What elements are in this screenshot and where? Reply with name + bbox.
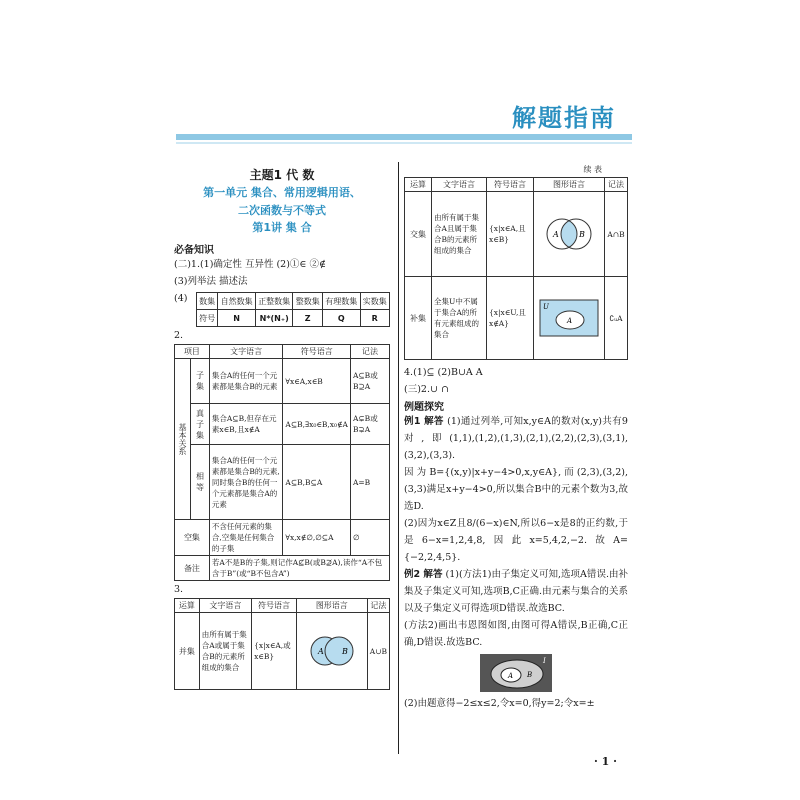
- item-3-num: 3.: [174, 584, 184, 595]
- right-column: [404, 164, 628, 712]
- table-cell: A⊆B或B⊇A: [350, 359, 389, 404]
- table-cell: Z: [293, 310, 322, 327]
- page-number: · 1 ·: [594, 755, 617, 768]
- relation-table: [174, 344, 390, 581]
- table-header: 记法: [367, 599, 389, 613]
- table-cell: 由所有属于集合A或属于集合B的元素所组成的集合: [199, 613, 251, 690]
- table-cell: {x|x∈U,且x∉A}: [487, 277, 534, 360]
- venn-label-a: A: [317, 647, 324, 656]
- row-name: 子集: [191, 359, 210, 404]
- table-header: 文字语言: [432, 178, 487, 192]
- table-cell: 有理数集: [322, 293, 360, 310]
- header-bar: [176, 134, 632, 140]
- table-header: 运算: [175, 599, 200, 613]
- venn-label-a: A: [567, 317, 573, 325]
- row-name: 并集: [175, 613, 200, 690]
- table-cell: 由所有属于集合A且属于集合B的元素所组成的集合: [432, 192, 487, 277]
- table-cell: 符号: [197, 310, 218, 327]
- table-cell: A∩B: [605, 192, 628, 277]
- union-table: [174, 598, 390, 690]
- page-title: 解题指南: [512, 104, 616, 132]
- table-cell: 不含任何元素的集合,空集是任何集合的子集: [209, 520, 283, 556]
- item-4: [174, 290, 390, 327]
- table-cell: ∀x,x∉∅,∅⊆A: [283, 520, 351, 556]
- table-cell: 数集: [197, 293, 218, 310]
- table-cell: ∁ᵤA: [605, 277, 628, 360]
- table-cell: A=B: [350, 445, 389, 520]
- table-header: 图形语言: [534, 178, 605, 192]
- table-header: 运算: [405, 178, 432, 192]
- row-name: 备注: [175, 556, 210, 581]
- unit-heading-2: 二次函数与不等式: [238, 204, 326, 217]
- header-bar-thin: [176, 142, 632, 144]
- table-cell: 自然数集: [218, 293, 256, 310]
- section-title: 必备知识: [174, 245, 214, 256]
- row-name: 相等: [191, 445, 210, 520]
- intersection-venn-diagram: [538, 213, 600, 255]
- table-cell: 若A不是B的子集,则记作A⊈B(或B⊉A),读作“A不包含于B”(或“B不包含A”): [209, 556, 389, 581]
- example-2-para-3: (2)由题意得−2≤x≤2,令x=0,得y=2;令x=±: [404, 698, 595, 709]
- intersection-venn-cell: [534, 192, 605, 277]
- table-cell: A⊆B,B⊆A: [283, 445, 351, 520]
- lecture-heading: 第1讲 集 合: [252, 221, 312, 234]
- example-2-label: 例2 解答: [404, 569, 443, 580]
- table-header: 文字语言: [209, 345, 283, 359]
- venn-label-a: A: [508, 672, 514, 680]
- table-header: 图形语言: [296, 599, 367, 613]
- venn-label-a: A: [553, 230, 559, 239]
- example-2-para-2: (方法2)画出韦恩图如图,由图可得A错误,B正确,C正确,D错误.故选BC.: [404, 620, 628, 648]
- item-2: (3)列举法 描述法: [174, 276, 248, 287]
- operation-table: [404, 177, 628, 360]
- row-name: 真子集: [191, 404, 210, 445]
- table-header: 符号语言: [252, 599, 297, 613]
- example-2: [404, 566, 628, 617]
- table-header: 符号语言: [283, 345, 351, 359]
- venn-label-b: B: [527, 671, 533, 679]
- union-venn-cell: [296, 613, 367, 690]
- table-cell: N*(N₊): [255, 310, 293, 327]
- venn-circle-b: [325, 637, 353, 665]
- table-cell: {x|x∈A,且x∈B}: [487, 192, 534, 277]
- example-venn-diagram: [479, 653, 553, 693]
- table-header: 记法: [350, 345, 389, 359]
- item-4-answer: 4.(1)⊆ (2)B∪A A: [404, 367, 483, 378]
- example-1-para-3: (2)因为x∈Z且8/(6−x)∈N,所以6−x是8的正约数,于是6−x=1,2,4,8,因此x=5,4,2,−2.故A={−2,2,4,5}.: [404, 518, 628, 563]
- table-cell: 实数集: [360, 293, 389, 310]
- item-5-answer: (三)2.∪ ∩: [404, 384, 449, 395]
- union-venn-diagram: [302, 631, 362, 671]
- table-cell: 全集U中不属于集合A的所有元素组成的集合: [432, 277, 487, 360]
- table-cell: 集合A⊆B,但存在元素x∈B,且x∉A: [209, 404, 283, 445]
- example-1-para-2: 因为B={(x,y)|x+y−4>0,x,y∈A},而(2,3),(3,2),(3,3)满足x+y−4>0,所以集合B中的元素个数为3,故选D.: [404, 467, 628, 512]
- table-cell: 正整数集: [255, 293, 293, 310]
- row-name: 空集: [175, 520, 210, 556]
- table-cell: R: [360, 310, 389, 327]
- table-cell: {x|x∈A,或x∈B}: [252, 613, 297, 690]
- complement-venn-cell: [534, 277, 605, 360]
- item-4-num: (4): [174, 293, 188, 304]
- topic-heading: 主题1 代 数: [249, 168, 315, 182]
- example-1: [404, 413, 628, 464]
- venn-label-b: B: [579, 230, 585, 239]
- item-2-num: 2.: [174, 330, 184, 341]
- table-cell: N: [218, 310, 256, 327]
- venn-label-u: U: [543, 303, 549, 311]
- number-set-table: [196, 292, 390, 327]
- table-cell: A⊊B或B⊋A: [350, 404, 389, 445]
- unit-heading-1: 第一单元 集合、常用逻辑用语、: [203, 186, 361, 199]
- group-label: 基本关系: [175, 359, 191, 520]
- row-name: 补集: [405, 277, 432, 360]
- table-cell: 整数集: [293, 293, 322, 310]
- table-header: 项目: [175, 345, 210, 359]
- table-cell: 集合A的任何一个元素都是集合B的元素: [209, 359, 283, 404]
- table-cell: A⊆B,∃x₀∈B,x₀∉A: [283, 404, 351, 445]
- venn-label-b: B: [341, 647, 348, 656]
- table-header: 符号语言: [487, 178, 534, 192]
- table-cell: Q: [322, 310, 360, 327]
- table-cell: ∀x∈A,x∈B: [283, 359, 351, 404]
- table-header: 文字语言: [199, 599, 251, 613]
- item-1: (二)1.(1)确定性 互异性 (2)①∈ ②∉: [174, 259, 327, 270]
- row-name: 交集: [405, 192, 432, 277]
- venn-label-i: I: [543, 657, 546, 665]
- explore-title: 例题探究: [404, 402, 444, 413]
- table-header: 记法: [605, 178, 628, 192]
- continued-label: 续 表: [583, 165, 602, 174]
- example-2-para-1: (1)(方法1)由子集定义可知,选项A错误.由补集及子集定义可知,选项B,C正确.由元素与集合的关系以及子集定义可得选项D错误.故选BC.: [404, 569, 628, 614]
- left-column: [174, 164, 390, 690]
- example-1-label: 例1 解答: [404, 416, 444, 427]
- table-cell: A∪B: [367, 613, 389, 690]
- column-divider: [398, 162, 399, 754]
- example-1-para-1: (1)通过列举,可知x,y∈A的数对(x,y)共有9对,即(1,1),(1,2),(1,3),(2,1),(2,2),(2,3),(3,1),(3,2),(3,3).: [404, 416, 628, 461]
- table-cell: 集合A的任何一个元素都是集合B的元素,同时集合B的任何一个元素都是集合A的元素: [209, 445, 283, 520]
- complement-venn-diagram: [538, 297, 600, 339]
- table-cell: ∅: [350, 520, 389, 556]
